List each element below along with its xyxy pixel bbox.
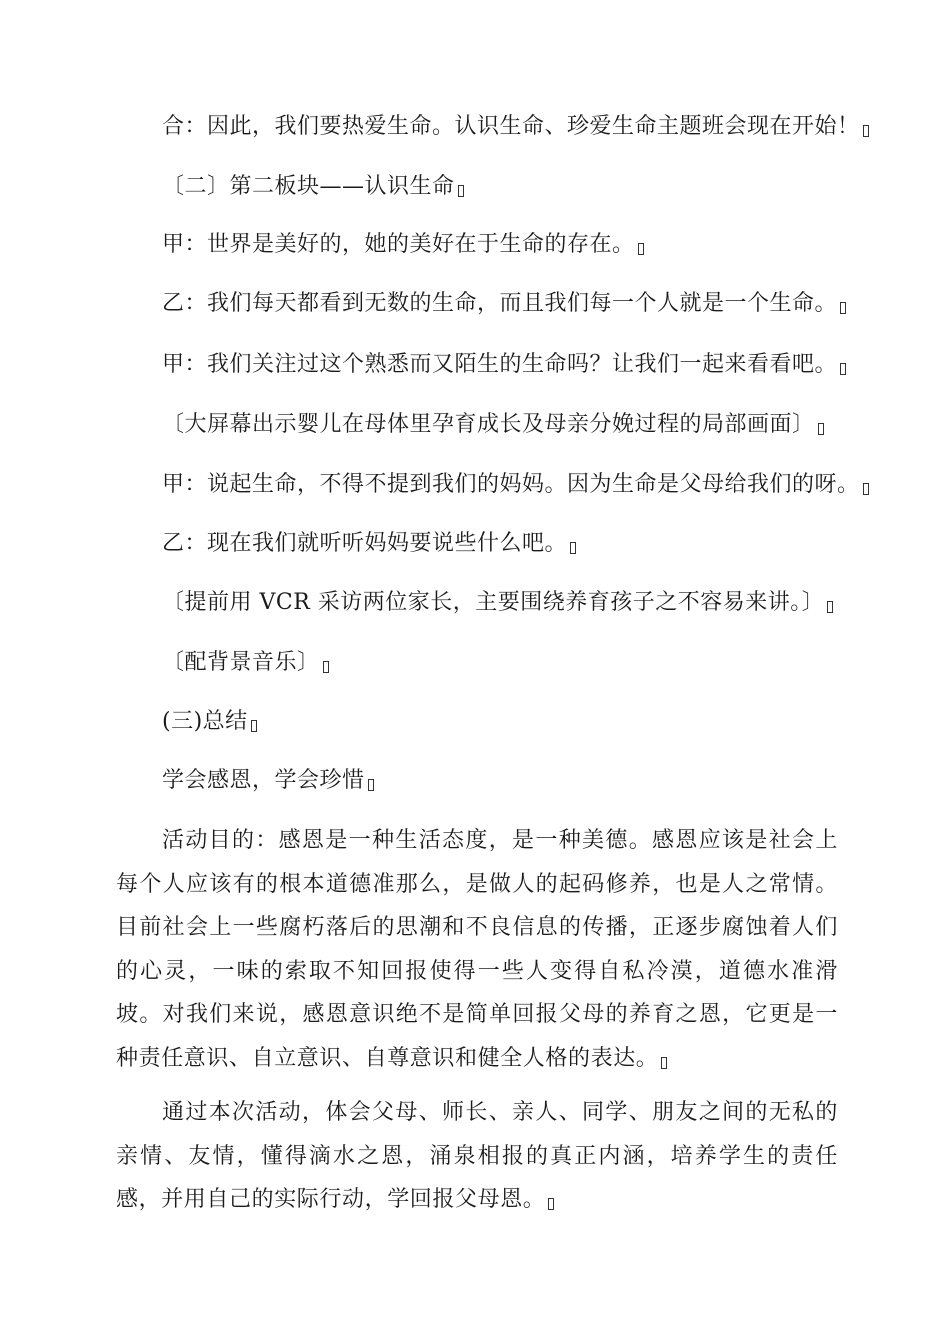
text-line: 合：因此，我们要热爱生命。认识生命、珍爱生命主题班会现在开始！ — [162, 112, 869, 142]
paragraph-mark-icon — [840, 363, 846, 375]
text-line: 甲：我们关注过这个熟悉而又陌生的生命吗？让我们一起来看看吧。 — [162, 350, 846, 380]
text-line: 甲：世界是美好的，她的美好在于生命的存在。 — [162, 230, 644, 260]
text-line: 甲：说起生命，不得不提到我们的妈妈。因为生命是父母给我们的呀。 — [162, 470, 869, 500]
stage-direction: 〔大屏幕出示婴儿在母体里孕育成长及母亲分娩过程的局部画面〕 — [162, 410, 824, 440]
paragraph-mark-icon — [323, 661, 329, 673]
section-heading: 〔二〕第二板块——认识生命 — [162, 172, 464, 202]
body-paragraph: 通过本次活动，体会父母、师长、亲人、同学、朋友之间的无私的亲情、友情，懂得滴水之恩，涌泉相报的真正内涵，培养学生的责任感，并用自己的实际行动，学回报父母恩。 — [116, 1100, 838, 1212]
stage-direction: 〔配背景音乐〕 — [162, 648, 329, 678]
paragraph-mark-icon — [827, 601, 833, 613]
paragraph-mark-icon — [863, 483, 869, 495]
paragraph-mark-icon — [840, 302, 846, 314]
paragraph-mark-icon — [863, 125, 869, 137]
paragraph-mark-icon — [548, 1198, 554, 1210]
body-paragraph: 活动目的：感恩是一种生活态度，是一种美德。感恩应该是社会上每个人应该有的根本道德准那么，是做人的起码修养，也是人之常情。目前社会上一些腐朽落后的思潮和不良信息的传播，正逐步腐蚀着人们的心灵，一味的索取不知回报使得一些人变得自私冷漠，道德水准滑坡。对我们来说，感恩意识绝不是简单回报父母的养育之恩，它更是一种责任意识、自立意识、自尊意识和健全人格的表达。 — [116, 828, 838, 1071]
paragraph-mark-icon — [570, 542, 576, 554]
paragraph-mark-icon — [661, 1057, 667, 1069]
stage-direction: 〔提前用 VCR 采访两位家长，主要围绕养育孩子之不容易来讲。〕 — [162, 588, 833, 618]
paragraph-mark-icon — [818, 423, 824, 435]
paragraph-mark-icon — [458, 185, 464, 197]
paragraph-mark-icon — [638, 243, 644, 255]
paragraph-mark-icon — [251, 720, 257, 732]
paragraph-mark-icon — [368, 779, 374, 791]
subheading: 学会感恩，学会珍惜 — [162, 766, 374, 796]
section-heading: (三)总结 — [162, 707, 257, 737]
text-line: 乙：我们每天都看到无数的生命，而且我们每一个人就是一个生命。 — [162, 289, 846, 319]
text-line: 乙：现在我们就听听妈妈要说些什么吧。 — [162, 529, 576, 559]
